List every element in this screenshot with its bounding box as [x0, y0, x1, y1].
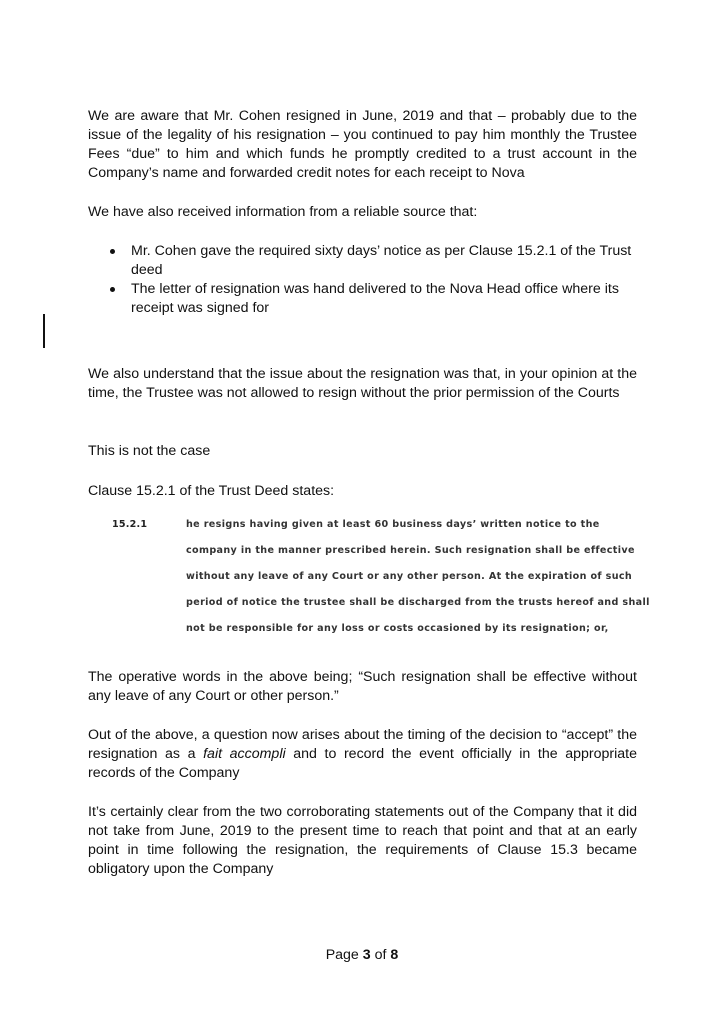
- bullet-text: The letter of resignation was hand delivered to the Nova Head office where its receipt was signed for: [131, 281, 619, 316]
- bullet-list: [88, 242, 637, 318]
- clause-number: 15.2.1: [112, 519, 148, 530]
- timing-text-italic: fait accompli: [203, 746, 286, 762]
- paragraph-timing-question: [88, 726, 637, 783]
- clause-line: he resigns having given at least 60 business days’ written notice to the: [186, 519, 600, 530]
- bullet-item-notice: [88, 242, 637, 280]
- paragraph-court-permission: We also understand that the issue about the resignation was that, in your opinion at the time, the Trustee was not allowed to resign without the prior permission of the Courts: [88, 366, 637, 401]
- page-footer: [0, 946, 724, 965]
- timing-text-start: Out of the above, a question now arises about the timing of the decision to “accept” the resignation as a: [88, 727, 637, 762]
- bullet-text: Mr. Cohen gave the required sixty days’ notice as per Clause 15.2.1 of the Trust deed: [131, 243, 632, 278]
- paragraph-cohen-resignation: We are aware that Mr. Cohen resigned in June, 2019 and that – probably due to the issue of the legality of his resignation – you continued to pay him monthly the Trustee Fees “due” to him and which funds he promptly credited to a trust account in the Company’s name and forwarded credit notes for each receipt to Nova: [88, 108, 637, 181]
- paragraph-clause-intro: Clause 15.2.1 of the Trust Deed states:: [88, 483, 335, 499]
- clause-line: not be responsible for any loss or costs occasioned by its resignation; or,: [186, 623, 609, 634]
- change-bar: [43, 314, 45, 348]
- bullet-item-letter: [88, 280, 637, 318]
- footer-of-word: of: [374, 947, 387, 963]
- bullet-icon: [110, 249, 115, 254]
- clause-line: without any leave of any Court or any other person. At the expiration of such: [186, 571, 633, 582]
- paragraph-reliable-source: We have also received information from a reliable source that:: [88, 204, 478, 220]
- footer-page-word: Page: [325, 947, 359, 963]
- clause-line: company in the manner prescribed herein. Such resignation shall be effective: [186, 545, 635, 556]
- paragraph-not-the-case: This is not the case: [88, 443, 211, 459]
- paragraph-corroborating-statements: It’s certainly clear from the two corroborating statements out of the Company that it did not take from June, 2019 to the present time to reach that point and that at an early point in time following the resignation, the requirements of Clause 15.3 became obligatory upon the Company: [88, 804, 637, 877]
- bullet-icon: [110, 287, 115, 292]
- paragraph-operative-words: The operative words in the above being; “Such resignation shall be effective without any leave of any Court or other person.”: [88, 669, 637, 704]
- footer-current-page: 3: [362, 947, 371, 963]
- timing-text-end: and to record the event officially in the appropriate records of the Company: [88, 746, 637, 781]
- clause-line: period of notice the trustee shall be discharged from the trusts hereof and shall: [186, 597, 650, 608]
- footer-total-pages: 8: [390, 947, 399, 963]
